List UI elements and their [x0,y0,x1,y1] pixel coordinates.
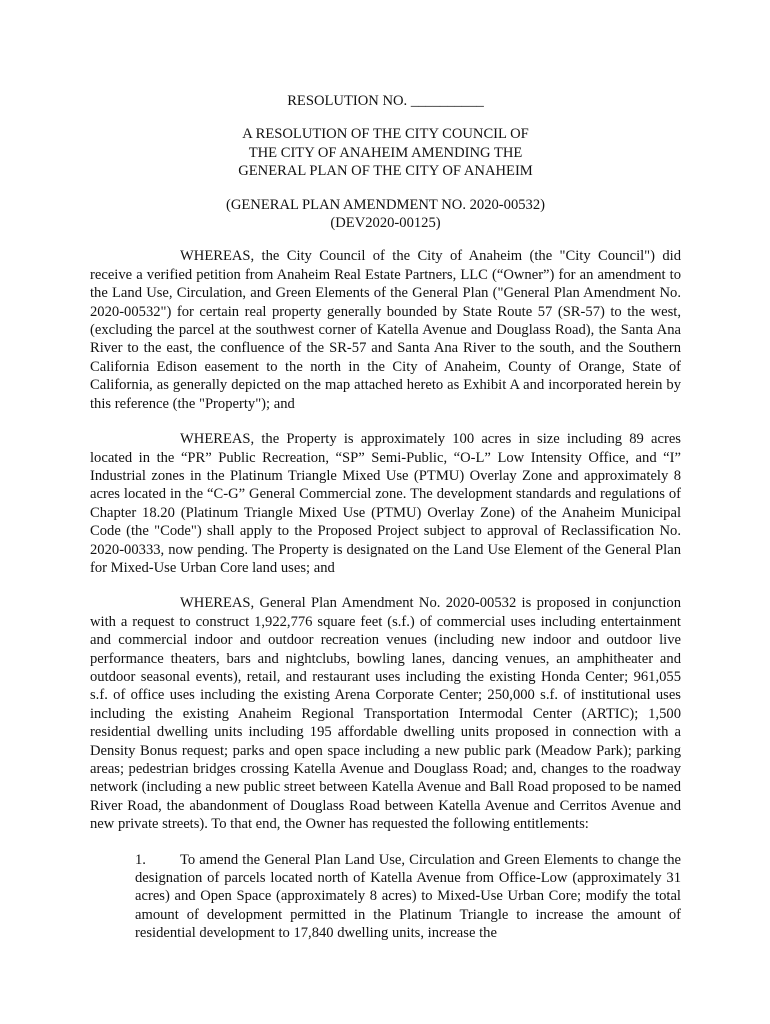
resolution-title [221,125,551,180]
entitlement-item-1-text [135,851,681,943]
resolution-number: RESOLUTION NO. __________ [287,93,484,109]
entitlement-item-1 [135,851,681,943]
title-line-2: THE CITY OF ANAHEIM AMENDING THE [248,144,523,161]
amendment-block [90,196,681,233]
title-line-1: A RESOLUTION OF THE CITY COUNCIL OF [242,126,529,143]
whereas-paragraph-2: WHEREAS, the Property is approximately 100 acres in size including 89 acres located in the “PR” Public Recreation, “SP” Semi-Public, “O-L” Low Intensity Office, and “I” Industrial zones in the Platinum Triangle Mixed Use (PTMU) Overlay Zone and approximately 8 acres located in the “C-G” General Commercial zone. The development standards and regulations of Chapter 18.20 (Platinum Triangle Mixed Use (PTMU) Overlay Zone) of the Anaheim Municipal Code (the "Code") shall apply to the Proposed Project subject to approval of Reclassification No. 2020-00333, now pending. The Property is designated on the Land Use Element of the General Plan for Mixed-Use Urban Core land uses; and [90,431,681,576]
document-content [90,92,681,943]
entitlement-item-1-body: To amend the General Plan Land Use, Circulation and Green Elements to change the designation of parcels located north of Katella Avenue from Office-Low (approximately 31 acres) and Open Space (approximately 8 acres) to Mixed-Use Urban Core; modify the total amount of development permitted in the Platinum Triangle to increase the amount of residential development to 17,840 dwelling units, increase the [135,851,681,942]
whereas-paragraph-3: WHEREAS, General Plan Amendment No. 2020-00532 is proposed in conjunction with a request to construct 1,922,776 square feet (s.f.) of commercial uses including entertainment and commercial indoor and outdoor recreation venues (including new indoor and outdoor live performance theaters, bars and nightclubs, bowling lanes, dancing venues, an amphitheater and outdoor seasonal events), retail, and restaurant uses including the existing Honda Center; 961,055 s.f. of office uses including the existing Arena Corporate Center; 250,000 s.f. of institutional uses including the existing Anaheim Regional Transportation Intermodal Center (ARTIC); 1,500 residential dwelling units including 195 affordable dwelling units proposed in connection with a Density Bonus request; parks and open space including a new public park (Meadow Park); parking areas; pedestrian bridges crossing Katella Avenue and Douglass Road; and, changes to the roadway network (including a new public street between Katella Avenue and Ball Road proposed to be named River Road, the abandonment of Douglass Road between Katella Avenue and Cerritos Avenue and new private streets). To that end, the Owner has requested the following entitlements: [90,595,681,833]
entitlement-item-1-number: 1. [135,851,146,868]
title-line-3: GENERAL PLAN OF THE CITY OF ANAHEIM [238,163,533,180]
amendment-number: (GENERAL PLAN AMENDMENT NO. 2020-00532) [225,196,546,213]
dev-number: (DEV2020-00125) [330,215,441,232]
whereas-paragraph-1: WHEREAS, the City Council of the City of Anaheim (the "City Council") did receive a verified petition from Anaheim Real Estate Partners, LLC (“Owner”) for an amendment to the Land Use, Circulation, and Green Elements of the General Plan ("General Plan Amendment No. 2020-00532") for certain real property generally bounded by State Route 57 (SR-57) to the west, (excluding the parcel at the southwest corner of Katella Avenue and Douglass Road), the Santa Ana River to the east, the confluence of the SR-57 and Santa Ana River to the south, and the Southern California Edison easement to the north in the City of Anaheim, County of Orange, State of California, as generally depicted on the map attached hereto as Exhibit A and incorporated herein by this reference (the "Property"); and [90,248,681,412]
